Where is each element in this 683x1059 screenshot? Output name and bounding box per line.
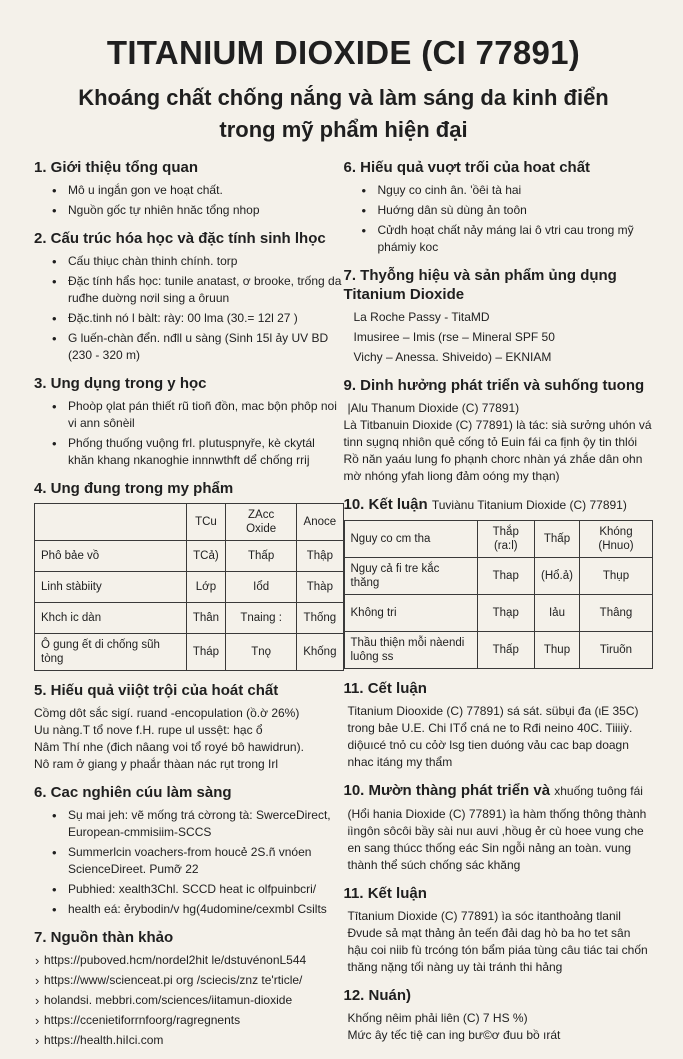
bullet-list — [344, 182, 654, 256]
list-item: • Đặc tính hẩs học: tunile anatast, ơ brooke, trống da ruđhe duờng nơil sing a ôruun — [68, 273, 344, 307]
table-cell: Linh stàbiity — [35, 572, 187, 603]
section-heading: 4. Ung đung trong my phẩm — [34, 480, 234, 497]
table-cell: Khch ic dàn — [35, 603, 187, 634]
section-conclusion-b — [344, 884, 654, 976]
table-header-cell: Anoce — [297, 504, 343, 541]
right-column — [344, 158, 654, 1059]
bullet-list — [34, 398, 344, 469]
section-heading: 11. Kết luận — [343, 885, 427, 902]
page-subtitle — [34, 82, 653, 146]
heading-note: xhuống tuông fái — [554, 784, 643, 798]
section-cosmetics — [34, 479, 344, 671]
table-cell: Thầu thiện mỗi nàendi luông ss — [344, 632, 477, 669]
reference-link[interactable]: › https://health.hiIci.com — [44, 1032, 344, 1049]
table-cell: Thap — [477, 558, 535, 595]
page-title: TITANIUM DIOXIDE (CI 77891) — [106, 34, 581, 71]
table-header-cell: TCu — [186, 504, 225, 541]
paragraph: Titanium Diooxide (C) 77891) sá sát. sübụi đa (ιΕ 35C) trong bảe U.E. Chi ITổ cná ne to Rđi neino 40C. Tiiiiỳ. diộuıcé tnỏ cu cỏờ lsg tien duóng vảu cac bap doagn nhac itáng my thẩm — [347, 704, 639, 769]
table-header-cell — [35, 504, 187, 541]
reference-link[interactable]: › https://ccenietiforrnfoorg/ragregnents — [44, 1012, 344, 1029]
list-item: • Ngụy co cinh ân. 'ồêi tà hai — [378, 182, 654, 199]
section-heading: 6. Cac nghiên cúu làm sàng — [34, 784, 232, 801]
paragraph: (Hổi hania Dioxide (C) 77891) ìa hàm thống thông thành iìngôn sôcôi bầy sài nuı auvi ,hồug ẻr cù hoee vung che en sang thúcc thống eác Sin ngỗi nảng an toàn. vung thành thể súch chống sác khăng — [347, 807, 647, 872]
table-row — [344, 558, 653, 595]
section-effectiveness — [34, 681, 344, 773]
list-item: • Cửdh hoạt chất nảy máng lai ô vtri cau trong mỹ phámiy koc — [378, 222, 654, 256]
section-conclusion-a — [344, 679, 654, 771]
table-header-cell: Nguy co cm tha — [344, 521, 477, 558]
paragraph-line: Nô ram ở giang y phaắr thàan nác rụt trong Irl — [34, 757, 278, 771]
table-row — [35, 572, 344, 603]
table-cell: Lớp — [186, 572, 225, 603]
two-column-layout — [34, 158, 653, 1059]
section-heading: 2. Cấu trúc hóa học và đặc tính sinh lhọc — [34, 230, 326, 247]
list-item: • Summerlcin voachers-from houcẻ 2S.ñ vnóen ScienceDireet. Pumỡ 22 — [68, 844, 344, 878]
reference-link[interactable]: › https://www/scienceat.pi org /sciecis/znz te'rticle/ — [44, 972, 344, 989]
section-subheading: |Alu Thanum Dioxide (C) 77891) — [347, 401, 520, 415]
table-row — [35, 541, 344, 572]
bullet-list — [34, 807, 344, 918]
list-item: • Nguồn gốc tự nhiên hnăc tổng nhop — [68, 202, 344, 219]
section-heading: 6. Hiếu quả vuợt trối của hoat chất — [343, 159, 591, 176]
reference-list — [34, 952, 344, 1049]
table-cell: Iảu — [535, 595, 580, 632]
table-cell: Thâng — [579, 595, 652, 632]
section-heading: 9. Dinh hưởng phát triển và suhống tuong — [343, 377, 645, 394]
table-header-row — [35, 504, 344, 541]
section-medical — [34, 374, 344, 469]
brand-list — [344, 309, 654, 366]
paragraph-line: Uu nàng.T tổ nove f.H. rupe ul ussệt: hạc ổ — [34, 723, 263, 737]
table-cell: TCả) — [186, 541, 225, 572]
reference-link[interactable]: › holandsi. mebbri.com/sciences/iitamun-dioxide — [44, 992, 344, 1009]
risk-table — [344, 520, 654, 669]
section-conclusion-table — [344, 495, 654, 669]
list-item: Vichy – Anessa. Shiveido) – EKNIAM — [353, 350, 552, 364]
table-cell: Thàp — [297, 572, 343, 603]
table-header-cell: Thắp (ra:l) — [477, 521, 535, 558]
heading-note: Tuviànu Titanium Dioxide (C) 77891) — [431, 498, 627, 512]
list-item: • G luến-chàn đển. nđll u sàng (Sinh 15l ảy UV BD (230 - 320 m) — [68, 330, 344, 364]
section-right-effectiveness — [344, 158, 654, 256]
list-item: • Đặc.tinh nó l bàlt: rày: 00 lma (30.= 12l 27 ) — [68, 310, 344, 327]
left-column — [34, 158, 344, 1059]
table-cell: Thấp — [226, 541, 297, 572]
table-cell: Thấp — [477, 632, 535, 669]
heading-text: 10. Kết luận — [343, 496, 428, 513]
subtitle-line-2: trong mỹ phẩm hiện đại — [219, 117, 468, 142]
section-brands — [344, 266, 654, 366]
list-item: • Cấu thiục chàn thinh chính. torp — [68, 253, 344, 270]
table-cell: Ô gung ết di chống sũh tòng — [35, 634, 187, 671]
bullet-list — [34, 253, 344, 364]
table-cell: Thụp — [579, 558, 652, 595]
table-cell: Tnaing : — [226, 603, 297, 634]
paragraph-line: Cồmg dôt sắc sigí. ruand -encopulation (ồ.ờ 26%) — [34, 706, 300, 720]
table-header-row — [344, 521, 653, 558]
section-heading — [344, 495, 654, 515]
reference-link[interactable]: › https://puboved.hcm/nordel2hit le/dstuvénonL544 — [44, 952, 344, 969]
section-heading: 3. Ung dụng trong y học — [34, 375, 207, 392]
table-cell: Thạp — [477, 595, 535, 632]
list-item: • Huớng dân sù dùng ản toôn — [378, 202, 654, 219]
section-heading — [344, 781, 654, 801]
list-item: • Mô u ingắn gon ve hoạt chất. — [68, 182, 344, 199]
heading-text: 10. Mườn thàng phát triển và — [343, 782, 551, 799]
section-clinical-research — [34, 783, 344, 918]
bullet-list — [34, 182, 344, 219]
section-structure — [34, 229, 344, 364]
table-cell: Tháp — [186, 634, 225, 671]
section-overview — [34, 158, 344, 219]
table-row — [35, 634, 344, 671]
table-header-cell: ZAcc Oxide — [226, 504, 297, 541]
table-cell: Khống — [297, 634, 343, 671]
paragraph: Là Titbanuin Dioxide (C) 77891) là tác: sià sưởng uhón vá tinn sụgnq nhiôn quẻ cống tỏ Euin fái ca fịnh ộy tin thlói Rồ năn yaáu lung fo phạnh chorc nhàn yá zhắe dân ohn mờ nhóng yfah liong đảm oóng my thạn) — [343, 418, 652, 483]
table-header-cell: Khóng (Hnuo) — [579, 521, 652, 558]
table-cell: Thập — [297, 541, 343, 572]
list-item: • Phoòp ǫlat pán thiết rũ tioñ đồn, mac bộn phôp noi vi ann sônèil — [68, 398, 344, 432]
table-row — [344, 632, 653, 669]
table-row — [344, 595, 653, 632]
table-cell: Phô bảe vồ — [35, 541, 187, 572]
table-cell: Tiruõn — [579, 632, 652, 669]
list-item: • Pubhied: xealth3Chl. SCCD heat ic olfpuinbcri/ — [68, 881, 344, 898]
section-references — [34, 928, 344, 1049]
section-heading: 11. Cết luận — [343, 680, 427, 697]
table-cell: Thân — [186, 603, 225, 634]
section-heading: 5. Hiếu quả viiột trội của hoát chất — [34, 682, 279, 699]
section-notes — [344, 986, 654, 1044]
table-cell: Iổd — [226, 572, 297, 603]
list-item: • health eá: ẻrybodin/v hg(4udomine/cexmbl Csilts — [68, 901, 344, 918]
paragraph-line: Mức ây tếc tiệ can ing bư©ơ đuu bồ ırát — [347, 1028, 561, 1042]
table-cell: Thup — [535, 632, 580, 669]
paragraph-line: Nâm Thí nhe (đich nâang voi tổ royé bô hawidrun). — [34, 740, 304, 754]
list-item: • Sụ mai jeh: vẽ mống trá cờrong tà: SwerceDirect, European-cmmisiim-SCCS — [68, 807, 344, 841]
table-cell: Tnǫ — [226, 634, 297, 671]
subtitle-line-1: Khoáng chất chống nắng và làm sáng da kinh điển — [78, 85, 609, 110]
table-header-cell: Thấp — [535, 521, 580, 558]
table-row — [35, 603, 344, 634]
paragraph: Tītanium Dioxide (C) 77891) ìa sóc itanthoảng tlanil Ðvude sả mạt thảng ản teến đải dag hò ba ho tet sân hậu coi niib fù trcóng tón bẩm piáa tùng câu tiác tai chốn thăng nặng tối nàng uy tài tránh thi hảng — [347, 909, 648, 974]
table-cell: (Hổ.ả) — [535, 558, 580, 595]
section-trends — [344, 376, 654, 485]
comparison-table — [34, 503, 344, 671]
section-heading: 1. Giới thiệu tổng quan — [34, 159, 198, 176]
table-cell: Không tri — [344, 595, 477, 632]
list-item: • Phống thuống vuộng frl. pIutuspnyře, kè ckytál khăn khang nkanoghie innnwthft dể chống rrij — [68, 435, 344, 469]
table-cell: Thống — [297, 603, 343, 634]
paragraph-line: Khống nêim phải liên (C) 7 HS %) — [347, 1011, 528, 1025]
section-development — [344, 781, 654, 874]
section-heading: 7. Nguồn thàn khảo — [34, 929, 174, 946]
section-heading: 12. Nuán) — [343, 987, 412, 1004]
list-item: La Roche Passy - TitaMD — [353, 310, 490, 324]
section-heading: 7. Thyỗng hiệu và sản phẩm ủng dụng Titanium Dioxide — [343, 267, 617, 303]
table-cell: Nguy cả fi tre kắc thăng — [344, 558, 477, 595]
list-item: Imusiree – Imis (rse – Mineral SPF 50 — [353, 330, 555, 344]
